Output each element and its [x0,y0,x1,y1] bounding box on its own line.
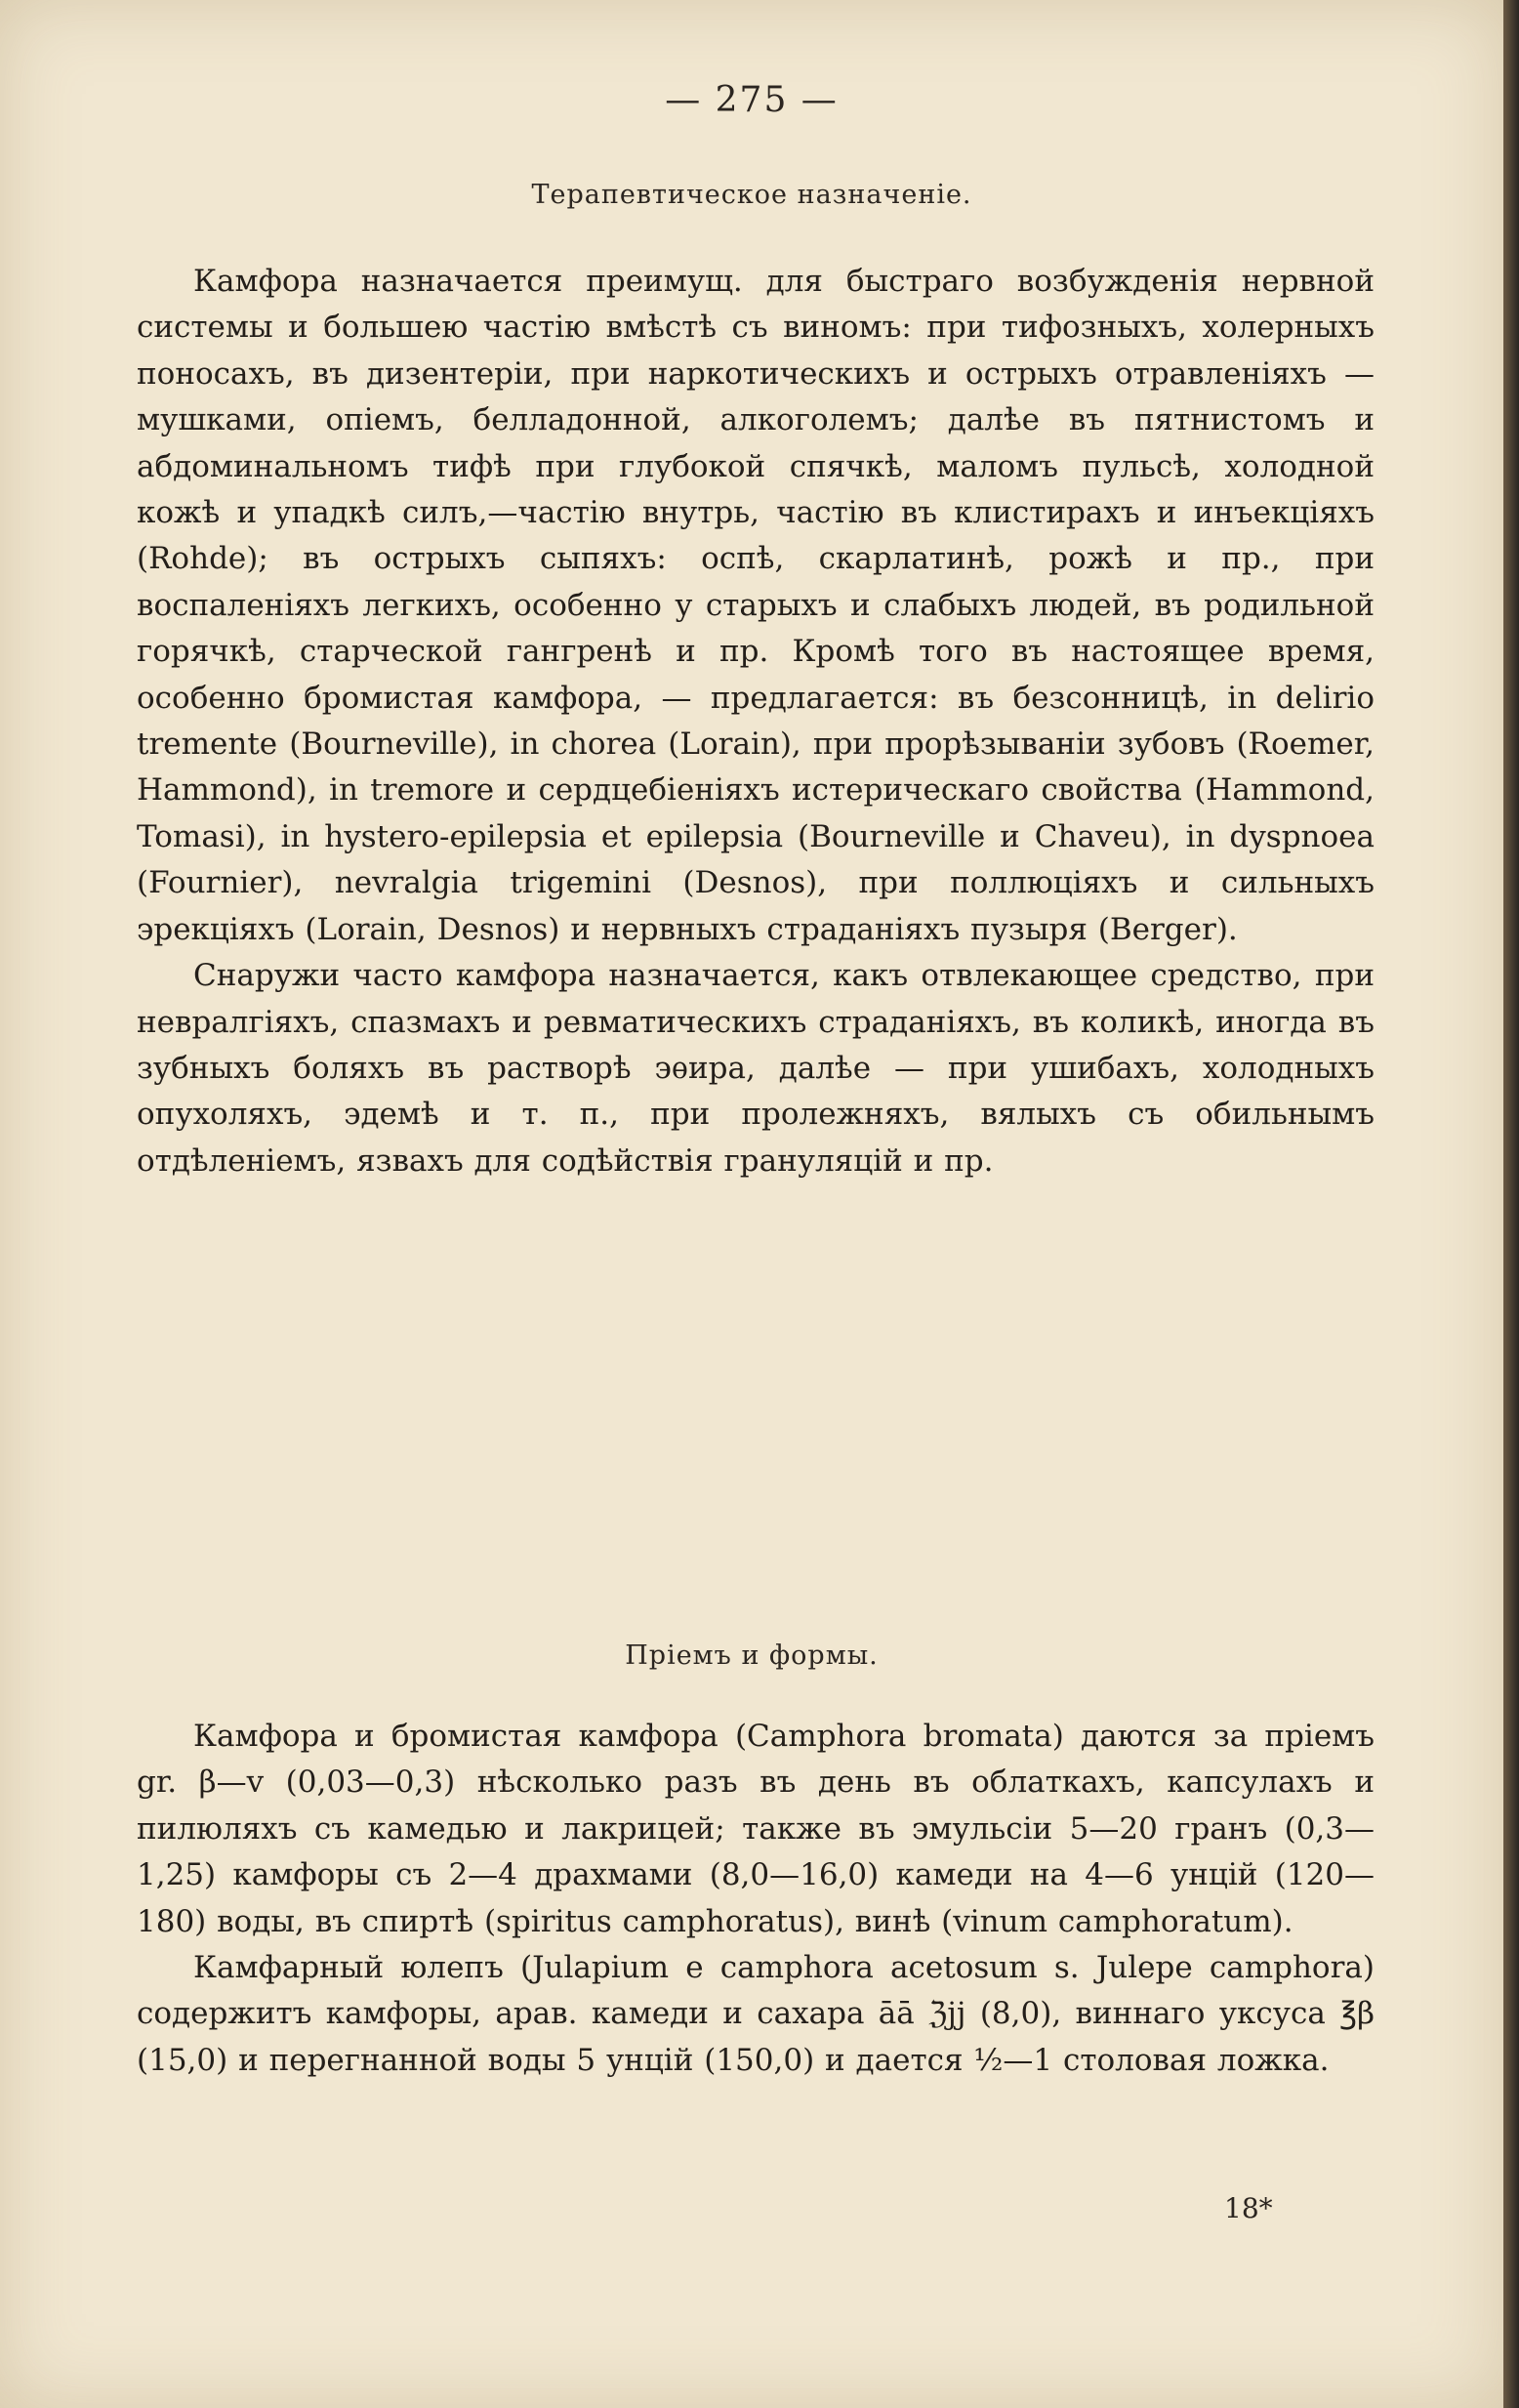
paragraph: Камфора и бромистая камфора (Camphora bromata) даются за пріемъ gr. β—v (0,03—0,3) нѣсколько разъ въ день въ облаткахъ, капсулахъ и пилюляхъ съ камедью и лакрицей; также въ эмульсіи 5—20 гранъ (0,3—1,25) камфоры съ 2—4 драхмами (8,0—16,0) камеди на 4—6 унцій (120—180) воды, въ спиртѣ (spiritus camphoratus), винѣ (vinum camphoratum). [137,1719,1375,1939]
signature-mark: 18* [1224,2192,1273,2224]
section-body-dosage [137,1714,1375,2084]
page-number: — 275 — [665,80,839,120]
paragraph: Камфора назначается преимущ. для быстраго возбужденія нервной системы и большею частію вмѣстѣ съ виномъ: при тифозныхъ, холерныхъ поносахъ, въ дизентеріи, при наркотическихъ и острыхъ отравленіяхъ — мушками, опіемъ, белладонной, алкоголемъ; далѣе въ пятнистомъ и абдоминальномъ тифѣ при глубокой спячкѣ, маломъ пульсѣ, холодной кожѣ и упадкѣ силъ,—частію внутрь, частію въ клистирахъ и инъекціяхъ (Rohde); въ острыхъ сыпяхъ: оспѣ, скарлатинѣ, рожѣ и пр., при воспаленіяхъ легкихъ, особенно у старыхъ и слабыхъ людей, въ родильной горячкѣ, старческой гангренѣ и пр. Кромѣ того въ настоящее время, особенно бромистая камфора, — предлагается: въ безсонницѣ, in delirio tremente (Bourneville), in chorea (Lorain), при прорѣзываніи зубовъ (Roemer, Hammond), in tremore и сердцебіеніяхъ истерическаго свойства (Hammond, Tomasi), in hystero-epilepsia et epilepsia (Bourneville и Chaveu), in dyspnoea (Fournier), nevralgia trigemini (Desnos), при поллюціяхъ и сильныхъ эрекціяхъ (Lorain, Desnos) и нервныхъ страданіяхъ пузыря (Berger). [137,264,1375,947]
section-heading-therapeutic: Терапевтическое назначеніе. [531,180,972,210]
paragraph: Камфарный юлепъ (Julapium e camphora acetosum s. Julepe camphora) содержитъ камфоры, арав. камеди и сахара āā ℨjj (8,0), виннаго уксуса ℥β (15,0) и перегнанной воды 5 унцій (150,0) и дается ½—1 столовая ложка. [137,1950,1375,2078]
paragraph: Снаружи часто камфора назначается, какъ отвлекающее средство, при невралгіяхъ, спазмахъ и ревматическихъ страданіяхъ, въ коликѣ, иногда въ зубныхъ боляхъ въ растворѣ эѳира, далѣе — при ушибахъ, холодныхъ опухоляхъ, эдемѣ и т. п., при пролежняхъ, вялыхъ съ обильнымъ отдѣленіемъ, язвахъ для содѣйствія грануляцій и пр. [137,958,1375,1179]
section-heading-dosage: Пріемъ и формы. [625,1640,879,1671]
page-edge [1503,0,1519,2408]
section-body-therapeutic [137,259,1375,1184]
